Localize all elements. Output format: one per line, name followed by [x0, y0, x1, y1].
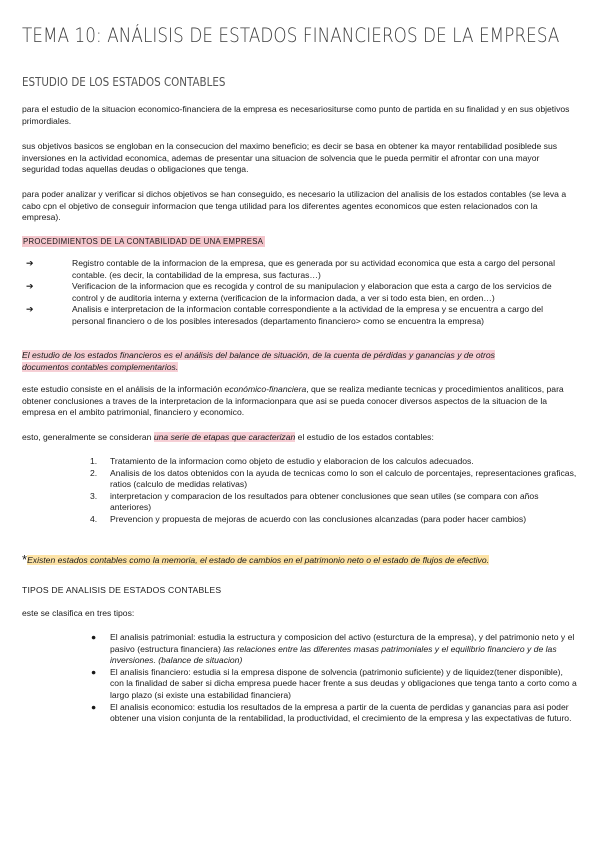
bullet-icon: ●	[91, 701, 97, 712]
page-title: TEMA 10: ANÁLISIS DE ESTADOS FINANCIEROS DE LA EMPRESA	[22, 24, 560, 47]
list-item: ● El analisis patrimonial: estudia la estructura y composicion del activo (esturctura de la empresa), y del patrimonio neto y el pasivo (estructura financiera) las relaciones entre las diferentes masas patrimoniales y el equilibrio financiero y de las inversiones. (balance de situacion)	[91, 632, 575, 666]
asterisk-icon: *	[22, 552, 28, 567]
etapas-list	[22, 456, 578, 526]
arrow-icon: ➔	[26, 304, 34, 315]
paragraph-objetivos: sus objetivos basicos se engloban en la consecucion del maximo beneficio; es decir se basa en obtener ka mayor rentabilidad posiblede sus inversiones en la actividad economica, ademas de presentar una situacion de solvencia que le pueda permitir el afrontar con una mayor seguridad todas aquellas deudas o obligaciones que tenga.	[22, 141, 558, 175]
list-item: 4. Prevencion y propuesta de mejoras de acuerdo con las conclusiones alcanzadas (para poder hacer cambios)	[90, 513, 527, 524]
note-line	[22, 554, 489, 566]
paragraph-estudio: este estudio consiste en el análisis de la información económico-financiera, que se realiza mediante tecnicas y procedimientos analiticos, para obtener conclusiones a traves de la interpretacion de la informacionpara que asi se pueda conocer diversos aspectos de la situacion de la empresa en el ambito patrimonial, financiero y economico.	[22, 384, 564, 418]
paragraph-tipos-intro: este se clasifica en tres tipos:	[22, 608, 135, 618]
bullet-icon: ●	[91, 632, 97, 642]
list-item: ➔ Verificacion de la informacion que es recogida y control de su manipulacion y elaboracion que esta a cargo de los servicios de control y de auditoria interna y externa (verificacion de la informacion dada, a ver si todo esta bien, en orden…)	[26, 281, 552, 303]
highlighted-text: una serie de etapas que caracterizan	[153, 432, 296, 442]
paragraph-analisis: para poder analizar y verificar si dichos objetivos se han conseguido, es necesario la utilizacion del analisis de los estados contables (se leva a cabo cpn el objetivo de conseguir informacion que tenga utilidad para los diferentes agentes economicos que esten relacionados con la empresa).	[22, 189, 567, 223]
list-item: ➔ Registro contable de la informacion de la empresa, que es generada por su actividad economica que esta a cargo del personal contable. (es decir, la contabilidad de la empresa, sus facturas…)	[26, 258, 555, 280]
paragraph-etapas: esto, generalmente se consideran una serie de etapas que caracterizan el estudio de los estados contables:	[22, 432, 434, 442]
arrow-icon: ➔	[26, 281, 34, 292]
highlighted-text: El estudio de los estados financieros es el análisis del balance de situación, de la cuenta de pérdidas y ganancias y de otros documentos contables complementarios.	[22, 350, 495, 372]
heading-tipos: TIPOS DE ANALISIS DE ESTADOS CONTABLES	[22, 585, 222, 595]
paragraph-intro: para el estudio de la situacion economico-financiera de la empresa es necesariositurse como punto de partida en su finalidad y en sus objetivos primordiales.	[22, 104, 570, 126]
list-item: 2. Analisis de los datos obtenidos con la ayuda de tecnicas como lo son el calculo de porcentajes, representaciones graficas, ratios (calculo de medidas relativas)	[90, 467, 577, 490]
arrow-icon: ➔	[26, 258, 34, 268]
heading-procedimientos: PROCEDIMIENTOS DE LA CONTABILIDAD DE UNA EMPRESA	[23, 237, 264, 246]
list-item: ● El analisis economico: estudia los resultados de la empresa a partir de la cuenta de perdidas y ganancias para asi poder obtener una vision conjunta de la rentabilidad, la productividad, el crecimiento de la empresa y las expectativas de futuro.	[91, 701, 572, 724]
list-item: ➔ Analisis e interpretacion de la informacion contable correspondiente a la actividad de la empresa y se encuentra a cargo del personal financiero o de los posibles interesados (departamento financiero> como se encuentra la empresa)	[26, 304, 544, 326]
list-item: 1. Tratamiento de la informacion como objeto de estudio y elaboracion de los calculos adecuados.	[90, 456, 474, 466]
paragraph-highlight	[22, 350, 522, 373]
list-item: ● El analisis financiero: estudia si la empresa dispone de solvencia (patrimonio suficiente) y de liquidez(tener disponible), con la finalidad de saber si dicha empresa puede hacer frente a sus deudas y obligaciones que tenga tanto a corto como a largo plazo (si existe una estabilidad financiera)	[91, 666, 577, 700]
tipos-list	[22, 632, 578, 725]
highlighted-note: Existen estados contables como la memoria, el estado de cambios en el patrimonio neto o el estado de flujos de efectivo.	[27, 555, 490, 565]
list-item: 3. interpretacion y comparacion de los resultados para obtener conclusiones que sean utiles (se compara con años anteriores)	[90, 490, 539, 513]
procedimientos-list	[22, 258, 578, 328]
section-subtitle: ESTUDIO DE LOS ESTADOS CONTABLES	[22, 75, 226, 89]
bullet-icon: ●	[91, 666, 97, 677]
